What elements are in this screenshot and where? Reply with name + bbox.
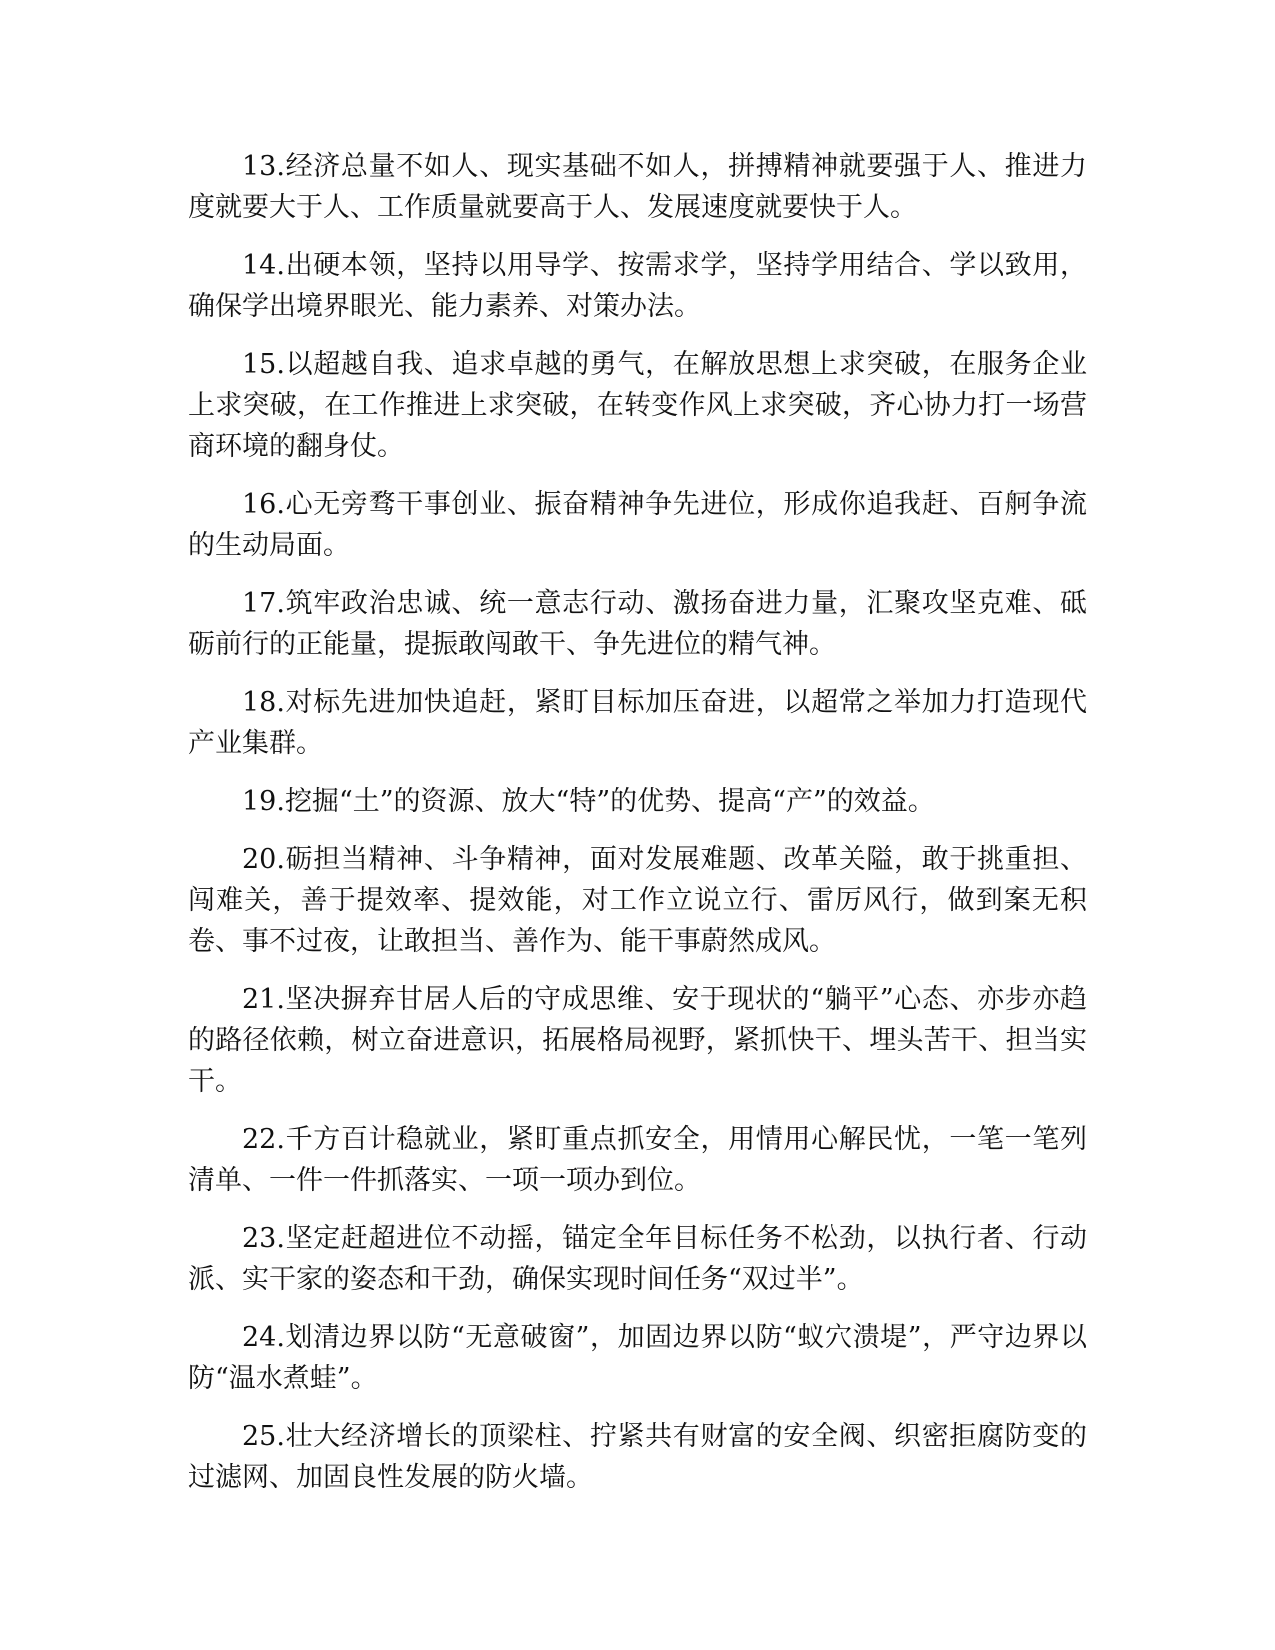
paragraph-24: 24.划清边界以防“无意破窗”，加固边界以防“蚁穴溃堤”，严守边界以防“温水煮蛙”。	[188, 1322, 1087, 1394]
paragraph-15: 15.以超越自我、追求卓越的勇气，在解放思想上求突破，在服务企业上求突破，在工作推进上求突破，在转变作风上求突破，齐心协力打一场营商环境的翻身仗。	[188, 349, 1087, 462]
paragraph-22: 22.千方百计稳就业，紧盯重点抓安全，用情用心解民忧，一笔一笔列清单、一件一件抓落实、一项一项办到位。	[188, 1124, 1087, 1196]
paragraph-17: 17.筑牢政治忠诚、统一意志行动、激扬奋进力量，汇聚攻坚克难、砥砺前行的正能量，提振敢闯敢干、争先进位的精气神。	[188, 588, 1087, 660]
paragraph-18: 18.对标先进加快追赶，紧盯目标加压奋进，以超常之举加力打造现代产业集群。	[188, 687, 1087, 759]
paragraph-23: 23.坚定赶超进位不动摇，锚定全年目标任务不松劲，以执行者、行动派、实干家的姿态和干劲，确保实现时间任务“双过半”。	[188, 1223, 1087, 1295]
paragraph-13: 13.经济总量不如人、现实基础不如人，拼搏精神就要强于人、推进力度就要大于人、工作质量就要高于人、发展速度就要快于人。	[188, 151, 1087, 223]
paragraph-19: 19.挖掘“土”的资源、放大“特”的优势、提高“产”的效益。	[242, 786, 935, 817]
paragraph-20: 20.砺担当精神、斗争精神，面对发展难题、改革关隘，敢于挑重担、闯难关，善于提效率、提效能，对工作立说立行、雷厉风行，做到案无积卷、事不过夜，让敢担当、善作为、能干事蔚然成风。	[188, 844, 1087, 957]
paragraph-25: 25.壮大经济增长的顶梁柱、拧紧共有财富的安全阀、织密拒腐防变的过滤网、加固良性发展的防火墙。	[188, 1421, 1087, 1493]
paragraph-16: 16.心无旁骛干事创业、振奋精神争先进位，形成你追我赶、百舸争流的生动局面。	[188, 489, 1087, 561]
document-body	[188, 146, 1087, 1515]
paragraph-14: 14.出硬本领，坚持以用导学、按需求学，坚持学用结合、学以致用，确保学出境界眼光、能力素养、对策办法。	[188, 250, 1087, 322]
paragraph-21: 21.坚决摒弃甘居人后的守成思维、安于现状的“躺平”心态、亦步亦趋的路径依赖，树立奋进意识，拓展格局视野，紧抓快干、埋头苦干、担当实干。	[188, 984, 1087, 1097]
